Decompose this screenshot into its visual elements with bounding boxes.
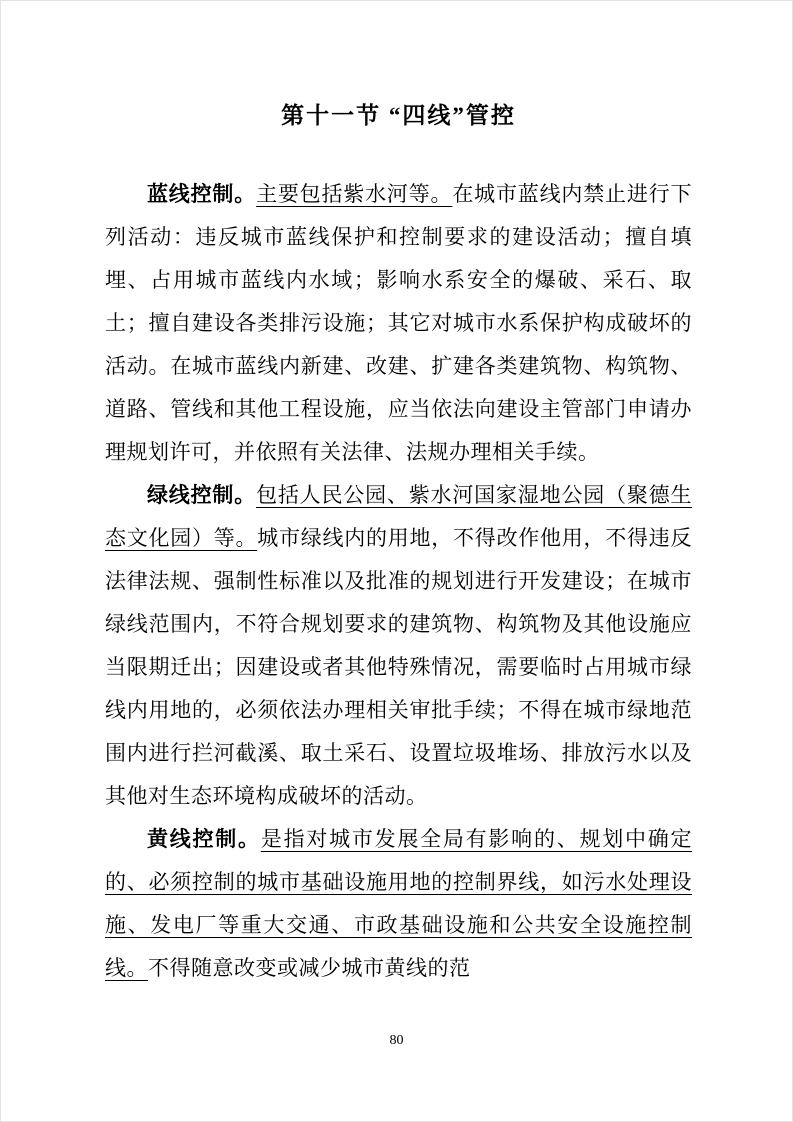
body-text: 城市绿线内的用地，不得改作他用，不得违反法律法规、强制性标准以及批准的规划进行开发建设；在城市绿线范围内，不符合规划要求的建筑物、构筑物及其他设施应当限期迁出；因建设或者其他特殊情况，需要临时占用城市绿线内用地的，必须依法办理相关审批手续；不得在城市绿地范围内进行拦河截溪、取土采石、设置垃圾堆场、排放污水以及其他对生态环境构成破坏的活动。 bbox=[105, 526, 692, 808]
paragraph-lead: 绿线控制。 bbox=[147, 483, 257, 507]
underlined-text: 是指对城市发展全局有影响的、规划中确定的、必须控制的城市基础设施用地的控制界线，如污水处理设施、发电厂等重大交通、市政基础设施和公共安全设施控制线。 bbox=[105, 827, 693, 980]
paragraph-green-line-control bbox=[105, 474, 692, 818]
paragraph-blue-line-control bbox=[105, 173, 692, 474]
paragraph-lead: 蓝线控制。 bbox=[147, 182, 257, 206]
body-text: 在城市蓝线内禁止进行下列活动：违反城市蓝线保护和控制要求的建设活动；擅自填埋、占用城市蓝线内水域；影响水系安全的爆破、采石、取土；擅自建设各类排污设施；其它对城市水系保护构成破坏的活动。在城市蓝线内新建、改建、扩建各类建筑物、构筑物、道路、管线和其他工程设施，应当依法向建设主管部门申请办理规划许可，并依照有关法律、法规办理相关手续。 bbox=[105, 182, 692, 464]
paragraph-yellow-line-control bbox=[105, 818, 692, 990]
paragraph-lead: 黄线控制。 bbox=[147, 827, 261, 851]
page-number: 80 bbox=[389, 1033, 404, 1048]
page-title: 第十一节 “四线”管控 bbox=[281, 103, 516, 128]
body-text: 不得随意改变或减少城市黄线的范 bbox=[148, 956, 471, 980]
document-page bbox=[1, 1, 792, 990]
underlined-text: 包括人民公园、紫水河国家湿地公园（聚德生态文化园）等。 bbox=[105, 483, 692, 550]
underlined-text: 主要包括紫水河等。 bbox=[256, 182, 453, 206]
